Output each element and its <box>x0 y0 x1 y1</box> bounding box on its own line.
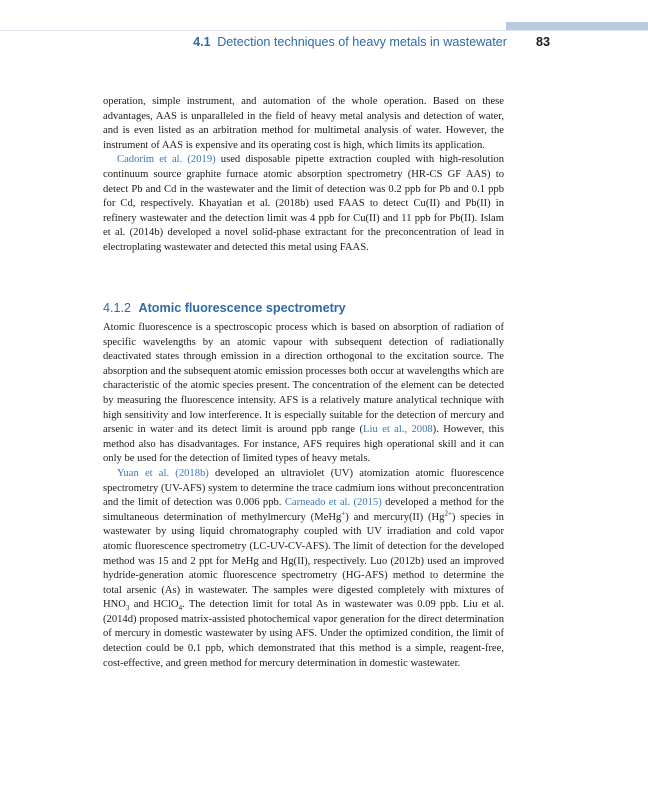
aas-paragraph-1: operation, simple instrument, and automation of the whole operation. Based on these advantages, AAS is unparalleled in the field of heavy metal analysis and detection of water, and is even listed as an arbitration method for multimetal analysis of water. However, the instrument of AAS is expensive and its operating cost is high, which limits its application. <box>103 96 504 151</box>
paragraph-text: ). However, this method also has disadvantages. For instance, AFS requires high operational skill and it can only be used for the detection of limited types of heavy metals. <box>103 424 504 465</box>
aas-text-block <box>103 95 504 256</box>
subscript: 4 <box>178 604 183 613</box>
paragraph-text: used disposable pipette extraction coupled with high-resolution continuum source graphite furnace atomic absorption spectrometry (HR-CS GF AAS) to detect Pb and Cd in the wastewater and the limit of detection was 0.2 ppb for Pb and 0.1 ppb for Cd, respectively. Khayatian et al. (2018b) used FAAS to detect Cu(II) and Pb(II) in refinery wastewater and the detection limit was 4 ppb for Cu(II) and 11 ppb for Pb(II). Islam et al. (2014b) developed a novel solid-phase extractant for the preconcentration of lead in electroplating wastewater and detected this metal using FAAS. <box>103 154 504 253</box>
header-accent-bar <box>506 22 648 30</box>
running-head-number: 4.1 <box>193 35 211 49</box>
running-head <box>193 35 507 49</box>
header-rule <box>0 30 648 31</box>
running-head-title: Detection techniques of heavy metals in wastewater <box>217 35 507 49</box>
superscript: 2+ <box>444 509 452 518</box>
superscript: + <box>341 509 346 518</box>
citation-link[interactable]: Cadorim et al. (2019) <box>117 154 216 166</box>
paragraph-text: ) species in wastewater by using liquid chromatography coupled with UV irradiation and cold vapor atomic fluorescence spectrometry (LC-UV-CV-AFS). The limit of detection for the developed method was 15 and 2 ppt for MeHg and Hg(II), respectively. Luo (2012b) used an improved hydride-generation atomic fluorescence spectrometry (HG-AFS) method to determine the total arsenic (As) in wastewater. The samples were digested completely with mixtures of HNO <box>103 511 504 611</box>
afs-paragraph-1 <box>103 321 504 467</box>
paragraph-text: developed an ultraviolet (UV) atomization atomic fluorescence spectrometry (UV-AFS) system to determine the trace cadmium ions without preconcentration and the limit of detection was 0.006 ppb. <box>103 467 504 509</box>
paragraph-text: and HClO <box>129 599 179 611</box>
citation-link[interactable]: Yuan et al. (2018b) <box>117 467 209 479</box>
section-number: 4.1.2 <box>103 301 132 315</box>
citation-link[interactable]: Liu et al., 2008 <box>363 424 433 436</box>
subscript: 3 <box>125 604 130 613</box>
aas-paragraph-2 <box>103 153 504 255</box>
paragraph-text: ) and mercury(II) (Hg <box>345 511 445 523</box>
afs-text-block <box>103 321 504 671</box>
section-heading <box>103 301 346 315</box>
paragraph-text: . The detection limit for total As in wastewater was 0.09 ppb. Liu et al. (2014d) proposed matrix-assisted photochemical vapor generation for the direct determination of mercury in domestic wastewater by using AFS. Under the optimized condition, the limit of detection could be 0.1 ppb, which demonstrated that this method is a simple, reagent-free, cost-effective, and green method for mercury determination in domestic wastewater. <box>103 599 504 669</box>
citation-link[interactable]: Carneado et al. (2015) <box>284 497 382 509</box>
paragraph-text: developed a method for the simultaneous determination of methylmercury (MeHg <box>103 497 504 523</box>
afs-paragraph-2 <box>103 467 504 671</box>
section-title: Atomic fluorescence spectrometry <box>138 301 346 315</box>
page-number: 83 <box>536 35 551 49</box>
paragraph-text: Atomic fluorescence is a spectroscopic process which is based on absorption of radiation of specific wavelengths by an atomic vapour with subsequent detection of radiationally deactivated states through emission in a direction orthogonal to the excitation source. The absorption and the subsequent atomic emission processes both occur at wavelengths which are characteristic of the atomic species present. The concentration of the element can be detected by measuring the fluorescence intensity. AFS is a relatively mature analytical technique with high sensitivity and low interference. It is especially suitable for the detection of mercury and arsenic in water and its detect limit is around ppb range ( <box>103 322 504 436</box>
